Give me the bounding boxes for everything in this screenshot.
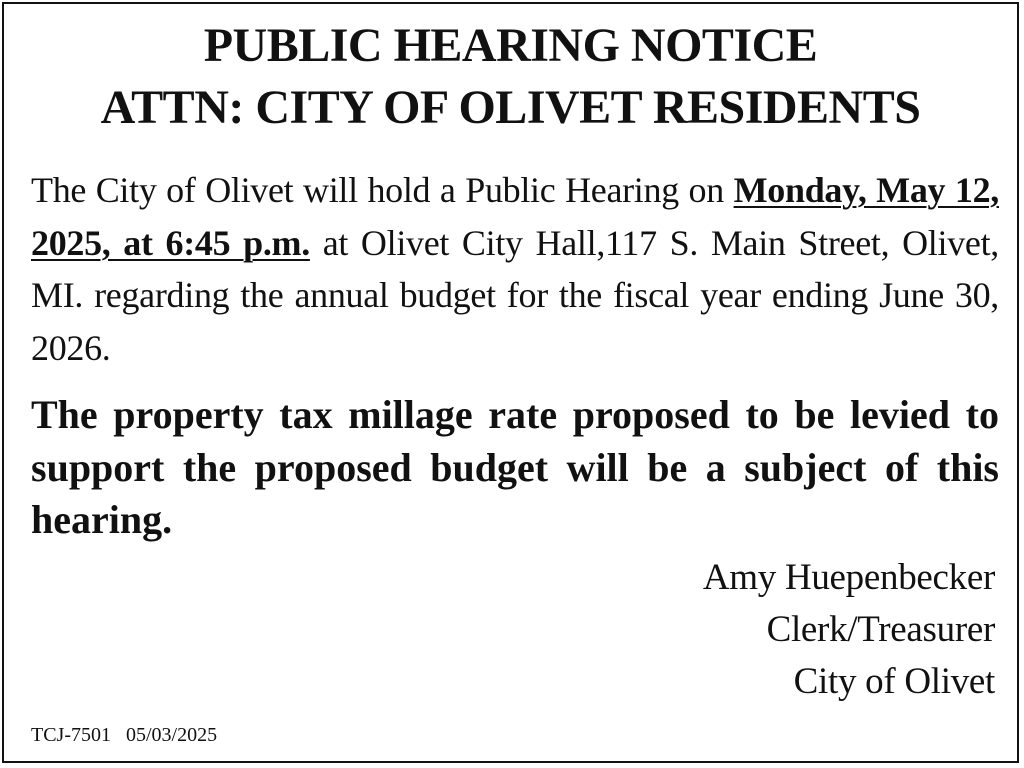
notice-subtitle: ATTN: CITY OF OLIVET RESIDENTS <box>100 81 921 134</box>
notice-title: PUBLIC HEARING NOTICE <box>203 19 818 72</box>
hearing-date: Monday, May 12, 2025, at 6:45 p.m. <box>31 170 999 263</box>
signer-name: Amy Huepenbecker <box>702 557 995 598</box>
publication-reference <box>31 722 217 748</box>
signer-title: Clerk/Treasurer <box>766 609 995 650</box>
public-hearing-notice <box>2 2 1019 763</box>
millage-statement: The property tax millage rate proposed to be levied to support the proposed budget will be a subject of this hearing. <box>31 392 999 542</box>
reference-date: 05/03/2025 <box>126 724 218 746</box>
hearing-details-paragraph <box>31 164 999 374</box>
hearing-intro-text: The City of Olivet will hold a Public Hearing on <box>31 170 734 210</box>
signer-organization: City of Olivet <box>793 661 995 702</box>
hearing-location-text: at Olivet City Hall,117 S. Main Street, Olivet, MI. regarding the annual budget for the fiscal year ending June 30, 2026. <box>31 222 999 368</box>
reference-code: TCJ-7501 <box>31 724 111 746</box>
signature-block <box>703 552 995 708</box>
